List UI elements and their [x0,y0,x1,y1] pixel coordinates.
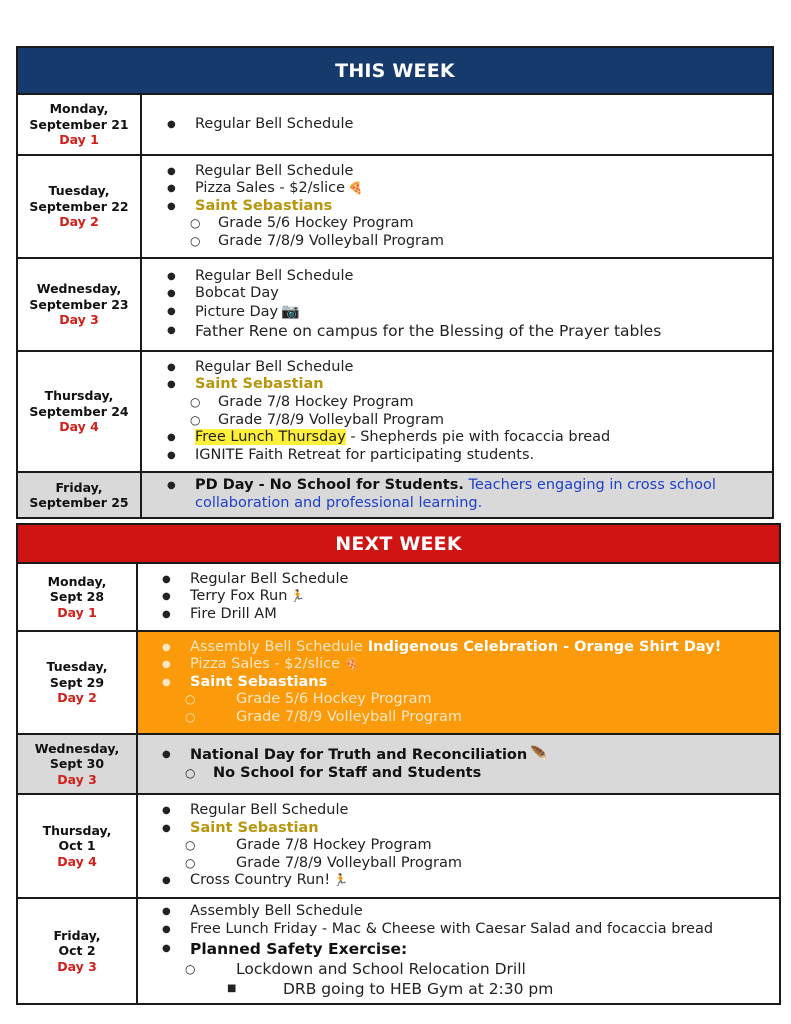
day-cell [18,156,142,257]
sub-list-item: ○ Grade 7/8 Hockey Program [195,394,764,412]
day-number-label: Day 1 [57,604,97,620]
events-cell [142,156,772,257]
day-number-label: Day 3 [59,312,99,328]
day-number-label: Day 1 [59,132,99,148]
date-label: September 23 [29,296,129,312]
list-item: ● Saint Sebastians [190,674,771,692]
date-label: Sept 28 [49,589,105,605]
item-text: Picture Day [195,303,279,320]
list-item: ● Saint Sebastians [195,198,764,216]
events-cell [142,95,772,154]
sub-list-item: ○ Grade 7/8/9 Volleyball Program [190,709,771,727]
list-item [190,656,771,674]
day-number-label: Day 4 [57,853,97,869]
list-item: ● Bobcat Day [195,285,764,303]
schedule-row-tuesday [18,156,772,259]
weekday-label: Wednesday, [34,740,120,756]
list-item: ● Regular Bell Schedule [195,268,764,286]
weekday-label: Thursday, [44,388,114,404]
day-number-label: Day 2 [57,690,97,706]
day-number-label: Day 4 [59,419,99,435]
date-label: September 22 [29,198,129,214]
item-bold-text: PD Day - No School for Students. [195,477,464,494]
schedule-row-monday [18,95,772,156]
list-item: ● Regular Bell Schedule [195,116,764,134]
events-cell [138,632,779,733]
item-text: Terry Fox Run [190,588,288,605]
schedule-row-wednesday [18,259,772,352]
date-label: Sept 30 [49,756,105,772]
day-cell [18,632,138,733]
date-label: Oct 1 [58,838,96,854]
date-label: Oct 2 [58,943,96,959]
date-label: Sept 29 [49,674,105,690]
list-item [190,746,771,765]
events-cell [138,735,779,793]
item-text: National Day for Truth and Reconciliation [190,746,528,763]
list-item [195,477,764,512]
list-item: ● Saint Sebastian [190,820,771,838]
list-item: ● Regular Bell Schedule [195,163,764,181]
day-cell [18,95,142,154]
list-item: ● Free Lunch Friday - Mac & Cheese with Caesar Salad and focaccia bread [190,921,771,939]
schedule-row-thursday [18,795,779,899]
weekday-label: Thursday, [42,822,112,838]
item-text: Assembly Bell Schedule [190,638,363,655]
weekday-label: Tuesday, [46,659,108,675]
day-cell [18,352,142,471]
weekday-label: Wednesday, [36,281,122,297]
item-text: - Shepherds pie with focaccia bread [345,429,611,446]
sub-list-item: ○ Grade 5/6 Hockey Program [195,215,764,233]
date-label: September 25 [29,495,129,510]
list-item [190,639,771,657]
list-item: ● Regular Bell Schedule [190,802,771,820]
list-item: ● Regular Bell Schedule [190,571,771,589]
pizza-icon: 🍕 [348,181,364,196]
sub-list-item: ○ No School for Staff and Students [190,765,771,783]
day-number-label: Day 3 [57,771,97,787]
schedule-row-monday [18,564,779,632]
weekday-label: Tuesday, [48,183,110,199]
sub-list-item: ○ Grade 7/8/9 Volleyball Program [195,233,764,251]
list-item [195,303,764,322]
list-item [190,872,771,890]
day-cell [18,473,142,517]
next-week-table [16,523,781,1005]
list-item: ● Planned Safety Exercise: [190,939,771,959]
weekday-label: Friday, [53,927,101,943]
list-item [190,588,771,606]
sub-list-item: ○ Lockdown and School Relocation Drill [190,959,771,979]
sub-list-item: ○ Grade 7/8 Hockey Program [190,837,771,855]
next-week-header: NEXT WEEK [18,525,779,564]
events-cell [142,259,772,350]
date-label: September 24 [29,403,129,419]
list-item: ● Saint Sebastian [195,376,764,394]
this-week-header: THIS WEEK [18,48,772,95]
events-cell [142,352,772,471]
item-bold-text: Indigenous Celebration - Orange Shirt Day! [362,638,722,655]
date-label: September 21 [29,116,129,132]
sub-sub-list-item: ■ DRB going to HEB Gym at 2:30 pm [190,979,771,999]
day-number-label: Day 2 [59,214,99,230]
schedule-row-tuesday [18,632,779,735]
sub-list-item: ○ Grade 7/8/9 Volleyball Program [195,412,764,430]
list-item: ● Assembly Bell Schedule [190,903,771,921]
weekday-label: Monday, [49,101,109,117]
item-blue-text: Teachers engaging in cross school collaboration and professional learning. [195,477,716,511]
events-cell [138,899,779,1003]
day-cell [18,795,138,897]
events-cell [138,795,779,897]
highlighted-text: Free Lunch Thursday [195,429,346,446]
list-item: ● Regular Bell Schedule [195,359,764,377]
camera-icon: 📷 [281,301,300,320]
item-text: Pizza Sales - $2/slice [195,180,346,197]
item-text: Pizza Sales - $2/slice [190,656,341,673]
weekday-label: Friday, [55,479,103,495]
list-item: ● IGNITE Faith Retreat for participating students. [195,447,764,465]
pizza-icon: 🍕 [343,657,359,672]
list-item: ● Father Rene on campus for the Blessing of the Prayer tables [195,321,764,341]
list-item [195,429,764,447]
day-number-label: Day 3 [57,958,97,974]
this-week-table [16,46,774,519]
day-cell [18,259,142,350]
weekday-label: Monday, [47,573,107,589]
events-cell [138,564,779,630]
day-cell [18,735,138,793]
item-text: Cross Country Run! [190,872,331,889]
schedule-row-thursday [18,352,772,473]
feather-icon: 🪶 [530,744,549,763]
sub-list-item: ○ Grade 7/8/9 Volleyball Program [190,855,771,873]
runner-icon: 🏃 [290,589,306,604]
day-cell [18,899,138,1003]
schedule-row-wednesday [18,735,779,795]
schedule-row-friday [18,473,772,517]
day-cell [18,564,138,630]
list-item: ● Fire Drill AM [190,606,771,624]
list-item [195,180,764,198]
sub-list-item: ○ Grade 5/6 Hockey Program [190,691,771,709]
schedule-row-friday [18,899,779,1003]
runner-icon: 🏃 [333,873,349,888]
events-cell [142,473,772,517]
